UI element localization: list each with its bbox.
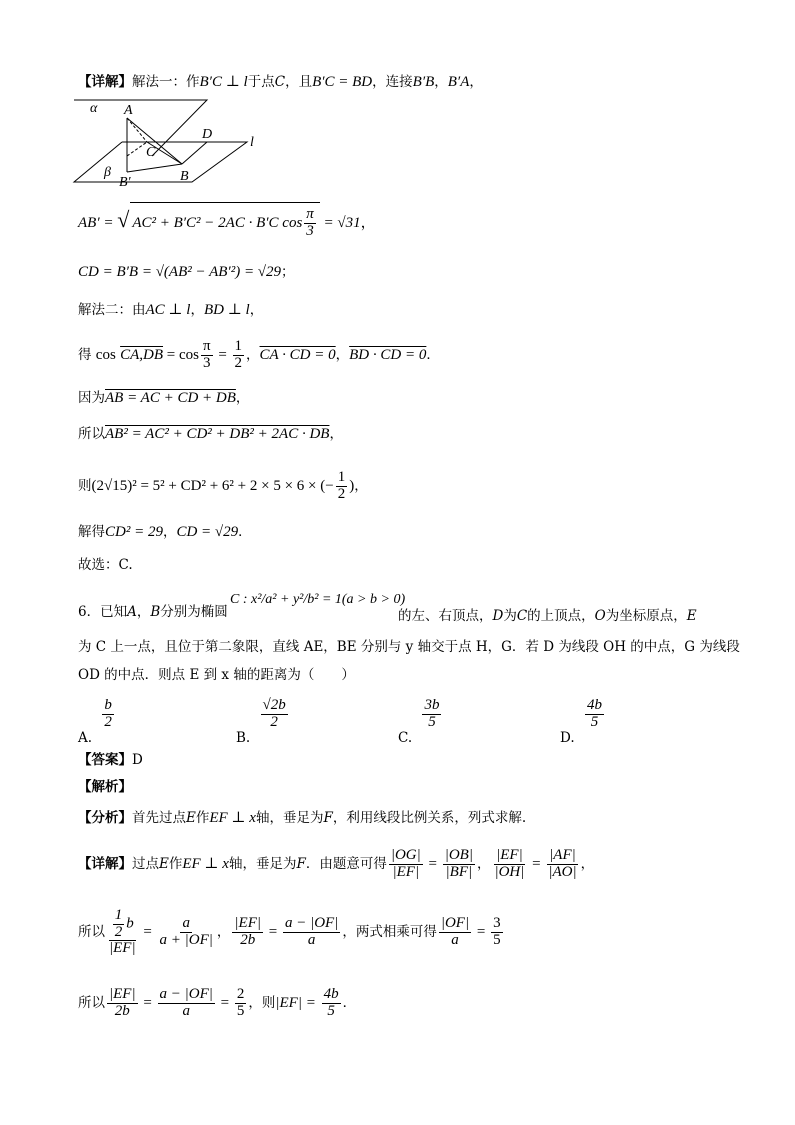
numerator: |EF| [496,847,523,864]
text: ， [354,478,368,494]
math: B′C ⊥ l [199,74,248,90]
denominator: 2 [270,713,278,730]
text: ， [360,215,376,231]
denominator: a [307,932,316,948]
text: 为坐标原点， [605,608,687,624]
text: 的上顶点， [527,608,595,624]
math: AC ⊥ l [145,302,191,318]
denominator: 2b [114,1003,130,1019]
cosine-line [78,336,440,374]
denominator: 5 [493,932,501,948]
math: B′C = BD [312,74,373,90]
text: A [127,604,137,620]
text: ， [476,856,491,872]
segment-BprimeC-dashed [127,142,147,156]
numerator: a − |OF| [284,915,339,932]
sqrt-sign: √ [117,207,130,232]
option-b[interactable] [236,697,290,746]
fraction [158,987,215,1020]
text: 解得 [78,524,105,540]
math: BD · CD = 0 [349,347,427,363]
fraction [322,987,341,1020]
math: CD = B′B = √(AB² − AB′²) = √29 [78,264,282,280]
text: 于点 [247,74,275,90]
text: ． [238,524,252,540]
numerator: √2b [262,697,286,713]
math: BD ⊥ l [203,302,250,318]
text: E [186,810,196,826]
fraction [201,339,213,372]
math: = [139,995,156,1011]
segment-BprimeB [127,164,182,172]
math: cos [95,347,116,363]
math: |EF| = [275,995,320,1011]
numerator: |OF| [440,915,470,932]
point-label: C [274,74,286,90]
ellipse-equation: C : x²/a² + y²/b² = 1(a > b > 0) [230,592,406,607]
text: ， [216,924,231,940]
fraction [232,916,263,949]
option-letter: C. [398,729,413,746]
equation-ab-prime [78,200,376,243]
numerator: 1 [234,338,243,355]
text: O [594,608,606,624]
text: 首先过点 [132,810,186,826]
fraction [336,470,348,503]
math: CD = √29 [176,524,239,540]
fraction [389,848,423,881]
text: ， [580,856,595,872]
text: ． [426,347,440,363]
fraction [585,698,604,731]
numerator: |OB| [444,847,473,864]
so-line-2 [78,900,505,964]
text: ，利用线段比例关系，列式求解. [332,810,527,826]
vector: CA,DB [120,347,164,363]
fraction [261,698,288,731]
text: ， [434,74,448,90]
numerator: 3b [424,697,440,713]
denominator: a [451,932,459,948]
math: ) [349,478,355,494]
denominator: 5 [590,713,599,730]
choose-line: 故选：C. [78,557,133,573]
denominator: 5 [428,713,436,730]
numerator: a − |OF| [159,986,213,1003]
detail-line-1 [78,72,483,92]
text: ，两式相乘可得 [342,924,437,940]
text: 轴，垂足为 [255,810,324,826]
math: = [265,924,281,940]
math: B′B [412,74,435,90]
text: 解法二：由 [78,302,146,318]
math: = [473,924,490,940]
fraction [233,339,245,372]
then-line [78,464,368,508]
denominator: 2 [104,713,112,730]
method-two-line [78,300,263,320]
denominator: 2 [114,923,123,940]
text: 作 [168,856,183,872]
text: 轴，垂足为 [228,856,297,872]
so-line-3 [78,976,356,1030]
text: ， [190,302,204,318]
denominator: |AO| [548,864,577,880]
denominator: |BF| [445,864,473,880]
analysis-tag: 【解析】 [78,779,132,795]
label-l: l [250,135,254,150]
option-a[interactable] [78,697,116,746]
text: ， [329,426,343,442]
text: 得 [78,347,92,363]
math: = [528,856,545,872]
fraction [102,698,114,731]
answer-value: D [132,752,143,768]
detail-2-line [78,842,594,886]
denominator: |OH| [494,864,525,880]
math: AB = AC + CD + DB [105,390,236,406]
text: E [686,608,697,624]
text: 6．已知 [78,604,128,620]
option-letter: B. [236,729,251,746]
fraction [443,848,475,881]
numerator: π [202,338,211,355]
text: ， [469,74,483,90]
denominator: 2 [337,486,346,502]
text: 的左、右顶点， [398,608,493,624]
text: ．由题意可得 [305,856,387,872]
numerator: b [104,697,112,713]
text: ， [162,524,177,540]
label-beta: β [104,165,111,180]
numerator: 4b [586,697,602,713]
question-6-line-1b [398,606,697,626]
label-Bprime: B′ [119,175,131,188]
text: ， [335,347,350,363]
fraction [158,916,215,949]
math: = cos [163,347,199,363]
detail-tag: 【详解】 [78,856,132,872]
numerator: 1 [337,469,346,486]
math: CD² = 29 [105,524,163,540]
solve-line [78,522,252,542]
text: ， [249,302,264,318]
numerator: π [306,206,314,223]
label-D: D [202,127,213,142]
segment-AC-dashed [127,118,147,142]
option-letter: A. [78,729,93,746]
text: 为 [503,608,517,624]
denominator: a + |OF| [159,932,213,948]
numerator: 1 [114,906,123,923]
text: ，则 [248,995,276,1011]
math: CA · CD = 0 [259,347,336,363]
text: F [323,810,333,826]
denominator: a [182,1003,190,1019]
math: = [424,856,441,872]
numerator: |EF| [109,986,136,1003]
text: ， [136,604,151,620]
geometry-figure [72,96,272,188]
radicand [130,202,319,243]
text: B [150,604,161,620]
text: 则 [78,478,92,494]
text: D [492,608,504,624]
denominator: 5 [327,1003,335,1019]
math: EF ⊥ x [209,810,256,826]
math: b [126,915,134,932]
numerator: 3 [493,915,501,932]
text: F [296,856,306,872]
label-A: A [124,103,133,118]
option-letter: D. [560,729,575,746]
denominator: 5 [236,1003,245,1019]
numerator: |AF| [549,847,576,864]
denominator: |EF| [109,940,136,957]
math: AB² = AC² + CD² + DB² + 2AC · DB [105,426,330,442]
math: AB′ = [78,215,118,231]
math: = [216,995,233,1011]
label-B: B [180,169,189,184]
so-line-1 [78,424,343,444]
numerator: |OG| [390,847,421,864]
segment-DB [182,142,207,164]
equation-cd [78,262,295,282]
fraction [422,698,441,731]
text: ，且 [285,74,313,90]
answer-tag: 【答案】 [78,752,132,768]
fenxi-line [78,808,526,828]
label-C: C [146,145,156,160]
numerator: |EF| [234,915,261,932]
option-c[interactable] [398,697,443,746]
text: 所以 [78,924,105,940]
fraction [491,916,503,949]
numerator: a [182,915,190,932]
detail-tag: 【详解】 [78,74,132,90]
denominator: |EF| [392,864,420,880]
question-6-line-1 [78,602,228,622]
numerator: 4b [323,986,339,1003]
question-6-line-2: 为 C 上一点，且位于第二象限，直线 AE，BE 分别与 y 轴交于点 H，G．若 D 为线段 OH 的中点，G 为线段 [78,639,740,655]
fraction [113,908,125,941]
math: = √31 [319,215,361,231]
numerator: 2 [236,986,245,1003]
fraction [492,848,526,881]
math: = [139,924,156,940]
math: = [214,347,231,363]
question-6-line-3: OD 的中点．则点 E 到 x 轴的距离为（ ） [78,667,355,683]
fraction [283,916,340,949]
denominator: 2b [240,932,256,948]
fraction [304,207,316,240]
denominator: 3 [306,223,314,240]
fraction [235,987,247,1020]
math: EF ⊥ x [182,856,229,872]
text: ，连接 [372,74,413,90]
text: C [516,608,528,624]
text: E [159,856,169,872]
text: ， [246,347,260,363]
text: 作 [195,810,210,826]
text: 分别为椭圆 [160,604,228,620]
text: ， [235,390,250,406]
text: ． [342,995,357,1011]
fenxi-tag: 【分析】 [78,810,132,826]
fraction [107,908,138,957]
math: AC² + B′C² − 2AC · B′C cos [132,215,303,231]
fraction [107,987,138,1020]
math: (2√15)² = 5² + CD² + 6² + 2 × 5 × 6 × (− [91,478,334,494]
text: 解法一：作 [132,74,200,90]
denominator: 3 [203,355,211,371]
label-alpha: α [90,101,98,116]
denominator: 2 [234,355,243,371]
text: 所以 [78,426,105,442]
text: 过点 [132,856,159,872]
because-line [78,388,249,408]
option-d[interactable] [560,697,606,746]
math: B′A [447,74,470,90]
fraction [439,916,471,949]
numerator [109,908,136,942]
text: 所以 [78,995,105,1011]
answer-line [78,750,143,770]
text: ； [281,264,295,280]
fraction [546,848,578,881]
text: 因为 [78,390,105,406]
